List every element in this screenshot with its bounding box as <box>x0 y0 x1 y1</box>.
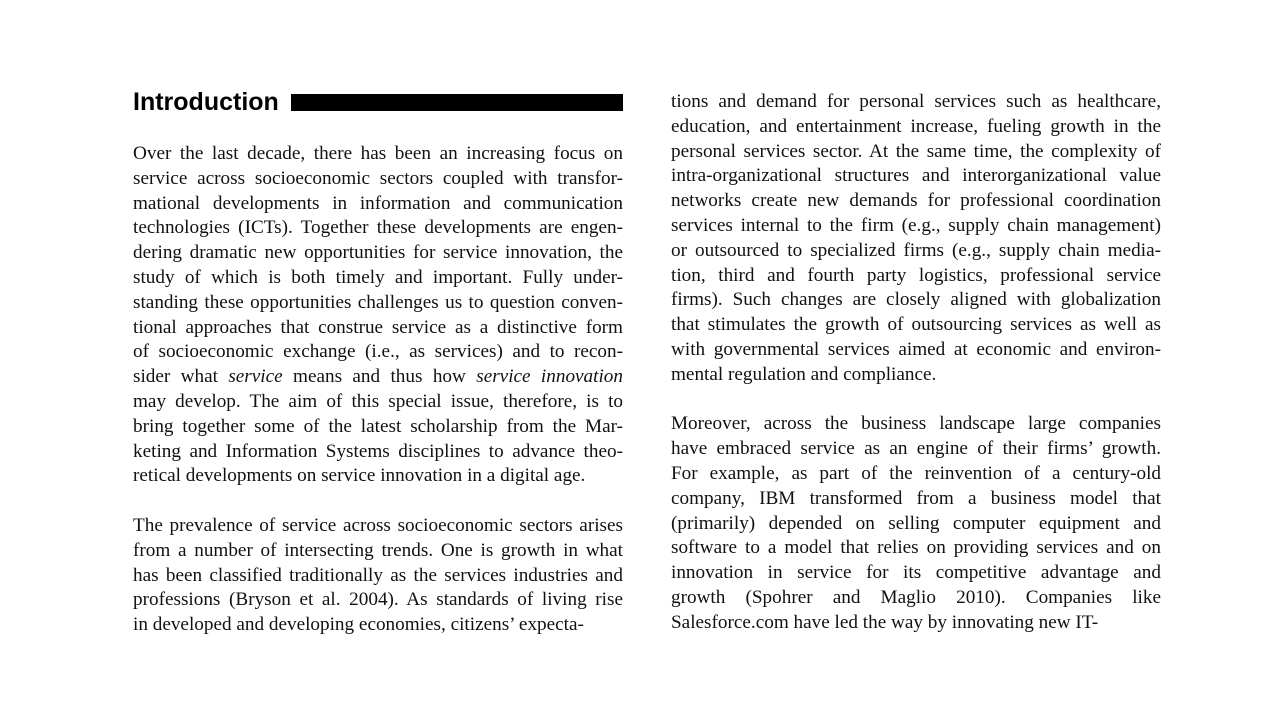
text-line <box>671 140 1161 165</box>
text-line <box>671 512 1161 537</box>
left-column <box>133 86 623 663</box>
text-segment: Moreover, across the business landscape large companies <box>671 413 1161 435</box>
text-segment: For example, as part of the reinvention of a century-old <box>671 462 1161 484</box>
text-line <box>671 611 1161 636</box>
text-segment: tional approaches that construe service as a distinctive form <box>133 316 623 338</box>
text-segment: growth (Spohrer and Maglio 2010). Companies like <box>671 586 1161 608</box>
text-line <box>671 586 1161 611</box>
text-line <box>133 365 623 390</box>
text-segment: Salesforce.com have led the way by innovating new IT- <box>671 611 1099 633</box>
text-segment: keting and Information Systems disciplines to advance theo- <box>133 440 623 462</box>
text-segment: means and thus how <box>282 366 477 388</box>
text-segment: of socioeconomic exchange (i.e., as services) and to recon- <box>133 341 623 363</box>
text-line <box>133 514 623 539</box>
text-segment: personal services sector. At the same time, the complexity of <box>671 140 1161 162</box>
text-segment: services internal to the firm (e.g., supply chain management) <box>671 214 1161 236</box>
text-segment: tions and demand for personal services such as healthcare, <box>671 91 1161 112</box>
text-segment: The prevalence of service across socioeconomic sectors arises <box>133 514 623 536</box>
text-line <box>133 464 623 489</box>
text-line <box>133 440 623 465</box>
text-segment: dering dramatic new opportunities for service innovation, the <box>133 242 623 264</box>
text-line <box>133 142 623 167</box>
text-line <box>671 338 1161 363</box>
text-line <box>671 115 1161 140</box>
text-segment: may develop. The aim of this special issue, therefore, is to <box>133 390 623 412</box>
text-segment: Over the last decade, there has been an increasing focus on <box>133 143 623 164</box>
text-segment: tion, third and fourth party logistics, professional service <box>671 264 1161 286</box>
text-segment: from a number of intersecting trends. One is growth in what <box>133 539 623 561</box>
text-line <box>133 167 623 192</box>
text-line <box>671 437 1161 462</box>
text-segment: technologies (ICTs). Together these developments are engen- <box>133 217 623 239</box>
text-segment: standing these opportunities challenges us to question conven- <box>133 291 623 313</box>
text-segment: (primarily) depended on selling computer equipment and <box>671 512 1161 534</box>
section-heading-row <box>133 86 623 118</box>
text-segment: firms). Such changes are closely aligned with globalization <box>671 289 1161 311</box>
text-line <box>671 189 1161 214</box>
paragraph-intro-3 <box>671 90 1161 388</box>
text-line <box>133 192 623 217</box>
text-line <box>671 462 1161 487</box>
text-line <box>133 291 623 316</box>
text-segment: have embraced service as an engine of their firms’ growth. <box>671 438 1161 460</box>
text-line <box>133 266 623 291</box>
text-line <box>133 613 623 638</box>
emphasized-text: service <box>228 366 283 388</box>
text-line <box>133 390 623 415</box>
text-line <box>133 340 623 365</box>
text-segment: or outsourced to specialized firms (e.g., supply chain media- <box>671 239 1161 261</box>
text-line <box>671 164 1161 189</box>
paragraph-intro-4 <box>671 412 1161 635</box>
paragraph-intro-2 <box>133 514 623 638</box>
text-segment: service across socioeconomic sectors coupled with transfor- <box>133 167 623 189</box>
text-segment: retical developments on service innovation in a digital age. <box>133 465 586 487</box>
text-line <box>671 214 1161 239</box>
text-segment: intra-organizational structures and interorganizational value <box>671 165 1161 187</box>
text-segment: mational developments in information and communication <box>133 192 623 214</box>
text-segment: software to a model that relies on providing services and on <box>671 537 1161 559</box>
text-line <box>133 588 623 613</box>
text-segment: education, and entertainment increase, fueling growth in the <box>671 115 1161 137</box>
text-segment: professions (Bryson et al. 2004). As standards of living rise <box>133 589 623 611</box>
text-line <box>671 412 1161 437</box>
text-segment: innovation in service for its competitive advantage and <box>671 562 1161 584</box>
right-column <box>671 90 1161 660</box>
text-line <box>671 561 1161 586</box>
text-line <box>671 239 1161 264</box>
text-segment: in developed and developing economies, citizens’ expecta- <box>133 614 584 636</box>
section-title: Introduction <box>133 88 279 116</box>
text-segment: bring together some of the latest scholarship from the Mar- <box>133 415 623 437</box>
text-line <box>133 415 623 440</box>
text-line <box>671 536 1161 561</box>
paragraph-intro-1 <box>133 142 623 489</box>
text-line <box>133 316 623 341</box>
text-segment: has been classified traditionally as the services industries and <box>133 564 623 586</box>
text-segment: networks create new demands for professional coordination <box>671 190 1161 212</box>
text-segment: with governmental services aimed at economic and environ- <box>671 338 1161 360</box>
text-line <box>671 288 1161 313</box>
text-segment: study of which is both timely and important. Fully under- <box>133 266 623 288</box>
text-line <box>671 313 1161 338</box>
heading-rule-bar <box>291 94 623 111</box>
text-line <box>133 564 623 589</box>
text-line <box>671 264 1161 289</box>
text-line <box>133 539 623 564</box>
text-line <box>671 90 1161 115</box>
text-segment: company, IBM transformed from a business model that <box>671 487 1161 509</box>
text-segment: sider what <box>133 366 229 388</box>
emphasized-text: service innovation <box>476 366 623 388</box>
text-line <box>133 241 623 266</box>
text-line <box>671 487 1161 512</box>
text-line <box>671 363 1161 388</box>
text-line <box>133 216 623 241</box>
text-segment: that stimulates the growth of outsourcing services as well as <box>671 314 1161 336</box>
text-segment: mental regulation and compliance. <box>671 363 937 385</box>
